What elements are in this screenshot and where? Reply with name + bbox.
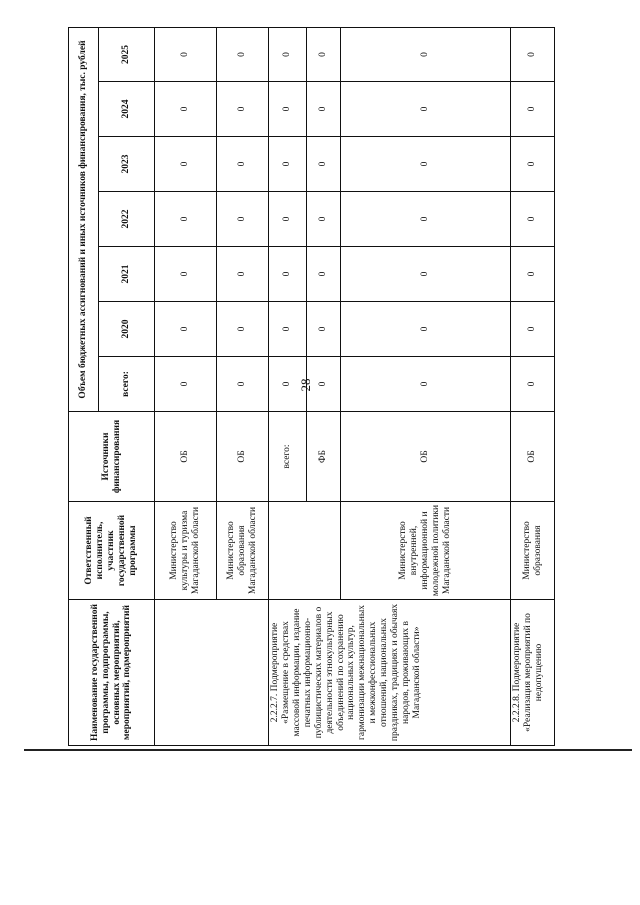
source-cell: ФБ: [307, 412, 341, 502]
value-total: 0: [155, 357, 217, 412]
table-row: [155, 27, 217, 745]
header-year-2025: 2025: [99, 27, 155, 81]
header-name: Наименование государственной программы, подпрограммы, основных мероприятий, мероприятий, подмероприятий: [69, 600, 155, 746]
value-2023: 0: [269, 137, 307, 192]
executor-cell: Министерство внутренней, информационной и молодежной политики Магаданской области: [341, 502, 511, 600]
name-cell-empty: [155, 600, 269, 746]
value-2020: 0: [341, 302, 511, 357]
value-2020: 0: [155, 302, 217, 357]
value-2023: 0: [341, 137, 511, 192]
header-year-2021: 2021: [99, 247, 155, 302]
value-2021: 0: [511, 247, 555, 302]
value-2025: 0: [511, 27, 555, 81]
value-2022: 0: [217, 192, 269, 247]
value-total: 0: [217, 357, 269, 412]
value-2025: 0: [307, 27, 341, 81]
value-2020: 0: [307, 302, 341, 357]
value-2025: 0: [155, 27, 217, 81]
value-2025: 0: [269, 27, 307, 81]
value-2023: 0: [217, 137, 269, 192]
value-total: 0: [341, 357, 511, 412]
header-volume: Объем бюджетных ассигнований и иных источников финансирования, тыс. рублей: [69, 27, 99, 411]
executor-cell-empty: [269, 502, 341, 600]
header-source: Источники финансирования: [69, 412, 155, 502]
value-2025: 0: [217, 27, 269, 81]
header-executor: Ответственный исполнитель, участник государственной программы: [69, 502, 155, 600]
source-cell: ОБ: [511, 412, 555, 502]
value-total: 0: [511, 357, 555, 412]
source-cell: всего:: [269, 412, 307, 502]
scan-border-line: [24, 749, 632, 751]
value-2024: 0: [511, 82, 555, 137]
value-2022: 0: [341, 192, 511, 247]
value-2021: 0: [217, 247, 269, 302]
value-2020: 0: [269, 302, 307, 357]
value-2022: 0: [307, 192, 341, 247]
header-year-2024: 2024: [99, 82, 155, 137]
value-total: 0: [307, 357, 341, 412]
value-2024: 0: [341, 82, 511, 137]
value-2024: 0: [217, 82, 269, 137]
value-2022: 0: [269, 192, 307, 247]
value-2021: 0: [341, 247, 511, 302]
header-row-top: [69, 27, 99, 745]
source-cell: ОБ: [341, 412, 511, 502]
header-year-2020: 2020: [99, 302, 155, 357]
table-row: [269, 27, 307, 745]
executor-cell: Министерство образования Магаданской области: [217, 502, 269, 600]
value-2024: 0: [155, 82, 217, 137]
value-2024: 0: [307, 82, 341, 137]
header-year-2022: 2022: [99, 192, 155, 247]
executor-cell: Министерство культуры и туризма Магаданской области: [155, 502, 217, 600]
value-2020: 0: [217, 302, 269, 357]
value-2023: 0: [307, 137, 341, 192]
financing-table: [68, 27, 555, 746]
value-2023: 0: [511, 137, 555, 192]
header-year-2023: 2023: [99, 137, 155, 192]
page-number: 28: [298, 378, 313, 392]
header-total: всего:: [99, 357, 155, 412]
value-2024: 0: [269, 82, 307, 137]
subevent-name-2-2-2-8: 2.2.2.8. Подмероприятие «Реализация мероприятий по недопущению: [511, 600, 555, 746]
value-total: 0: [269, 357, 307, 412]
source-cell: ОБ: [217, 412, 269, 502]
value-2021: 0: [155, 247, 217, 302]
value-2025: 0: [341, 27, 511, 81]
subevent-name-2-2-2-7: 2.2.2.7. Подмероприятие «Размещение в средствах массовой информации, издание печатных информационно-публицистических материалов о деятельности этнокультурных объединений по сохранению национальных культур, гармонизации межнациональных и межконфессиональных отношений, национальных праздниках, традициях и обычаях народов, проживающих в Магаданской области»: [269, 600, 511, 746]
rotated-page-content: [68, 28, 554, 746]
source-cell: ОБ: [155, 412, 217, 502]
executor-cell: Министерство образования: [511, 502, 555, 600]
table-row: [511, 27, 555, 745]
value-2022: 0: [511, 192, 555, 247]
value-2021: 0: [269, 247, 307, 302]
value-2020: 0: [511, 302, 555, 357]
rotated-table-frame: [68, 28, 554, 746]
value-2023: 0: [155, 137, 217, 192]
value-2022: 0: [155, 192, 217, 247]
value-2021: 0: [307, 247, 341, 302]
